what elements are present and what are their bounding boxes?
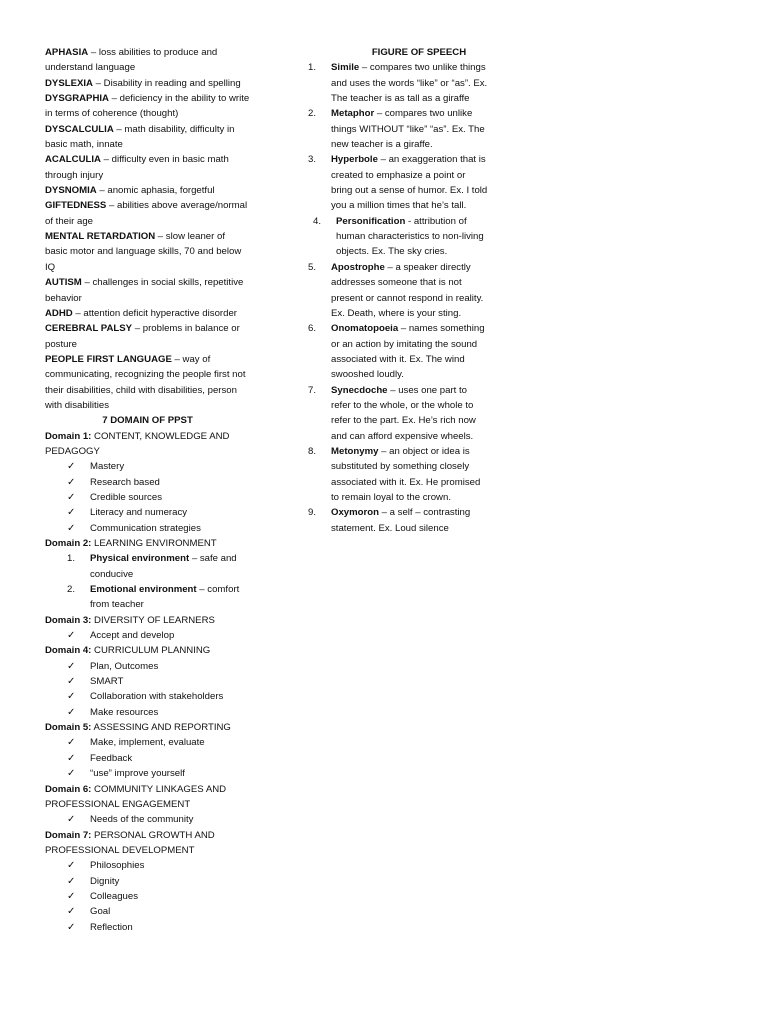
definition-item xyxy=(45,45,250,76)
definition-term: AUTISM xyxy=(45,277,82,289)
numbered-list xyxy=(45,551,250,612)
definition-item xyxy=(45,306,250,321)
figure-text: – compares two unlike things WITHOUT “like” “as”. Ex. The new teacher is a giraffe. xyxy=(331,108,485,151)
definition-term: ADHD xyxy=(45,307,73,319)
checklist-item xyxy=(45,874,250,889)
definition-term: DYSCALCULIA xyxy=(45,123,114,135)
checkmark-icon: ✓ xyxy=(67,461,76,473)
figure-of-speech-item xyxy=(308,106,488,152)
domain-heading xyxy=(45,720,250,735)
checklist-item xyxy=(45,475,250,490)
item-number: 3. xyxy=(308,154,317,166)
checklist-item-text: Feedback xyxy=(90,752,133,764)
checkmark-icon: ✓ xyxy=(67,630,76,642)
domain-heading xyxy=(45,613,250,628)
item-text: – comfort from teacher xyxy=(90,584,240,611)
definition-text: – anomic aphasia, forgetful xyxy=(96,185,215,197)
definition-text: – loss abilities to produce and understand language xyxy=(45,47,218,74)
checklist-item-text: Plan, Outcomes xyxy=(90,660,159,672)
definition-text: – deficiency in the ability to write in terms of coherence (thought) xyxy=(45,93,250,120)
domain-heading xyxy=(45,536,250,551)
definition-term: GIFTEDNESS xyxy=(45,200,107,212)
checklist-item-text: Needs of the community xyxy=(90,814,194,826)
item-text: – safe and conducive xyxy=(90,553,237,580)
figure-term: Onomatopoeia xyxy=(331,323,399,335)
checklist-item-text: Dignity xyxy=(90,875,120,887)
checkmark-icon: ✓ xyxy=(67,860,76,872)
definition-text: – attention deficit hyperactive disorder xyxy=(72,307,237,319)
checklist-item-text: Collaboration with stakeholders xyxy=(90,691,224,703)
checkmark-icon: ✓ xyxy=(67,875,76,887)
item-number: 7. xyxy=(308,384,317,396)
numbered-item xyxy=(45,551,250,582)
definition-text: – math disability, difficulty in basic math, innate xyxy=(45,123,235,151)
domain-heading xyxy=(45,828,250,859)
definition-text: – Disability in reading and spelling xyxy=(92,77,241,89)
definition-term: DYSGRAPHIA xyxy=(45,93,109,105)
figure-of-speech-item xyxy=(308,152,488,213)
definition-item xyxy=(45,76,250,91)
domains-list xyxy=(45,429,250,935)
definition-text: – abilities above average/normal of their age xyxy=(45,200,248,227)
figure-text: – a self – contrasting statement. Ex. Loud silence xyxy=(331,507,471,534)
checklist-item xyxy=(45,689,250,704)
checkmark-icon: ✓ xyxy=(67,691,76,703)
domain-title: LEARNING ENVIRONMENT xyxy=(91,538,217,549)
figure-of-speech-item xyxy=(308,505,488,536)
checklist-item xyxy=(45,674,250,689)
checklist-item-text: Accept and develop xyxy=(90,630,175,642)
checklist-item xyxy=(45,490,250,505)
item-number: 2. xyxy=(67,584,76,596)
definition-item xyxy=(45,229,250,275)
definition-item xyxy=(45,91,250,122)
checklist-item-text: Literacy and numeracy xyxy=(90,507,188,519)
checklist-item-text: SMART xyxy=(90,676,124,688)
figure-of-speech-item xyxy=(308,383,488,444)
checklist-item-text: Research based xyxy=(90,476,160,488)
checklist-item-text: Make, implement, evaluate xyxy=(90,737,205,749)
definition-item xyxy=(45,198,250,229)
figure-text: - attribution of human characteristics to non-living objects. Ex. The sky cries. xyxy=(336,215,484,258)
checklist-item xyxy=(45,889,250,904)
item-number: 9. xyxy=(308,507,317,519)
checklist-item-text: Philosophies xyxy=(90,860,145,872)
numbered-item xyxy=(45,582,250,613)
figure-term: Metaphor xyxy=(331,108,375,120)
definition-text: – challenges in social skills, repetitive behavior xyxy=(45,277,244,304)
figure-of-speech-heading: FIGURE OF SPEECH xyxy=(371,47,467,58)
figure-text: – names something or an action by imitating the sound associated with it. Ex. The wind swooshed loudly. xyxy=(331,323,485,381)
item-number: 1. xyxy=(308,62,317,74)
checkmark-icon: ✓ xyxy=(67,706,76,718)
figure-text: – compares two unlike things and uses the words “like” or “as”. Ex. The teacher is as tall as a giraffe xyxy=(331,62,488,105)
definition-term: APHASIA xyxy=(45,47,89,58)
checklist-item xyxy=(45,766,250,781)
checklist xyxy=(45,735,250,781)
domain-title: COMMUNITY LINKAGES AND PROFESSIONAL ENGAGEMENT xyxy=(45,783,227,810)
checklist-item xyxy=(45,920,250,935)
checkmark-icon: ✓ xyxy=(67,476,76,488)
checklist-item xyxy=(45,751,250,766)
figure-text: – an exaggeration that is created to emphasize a point or bring out a sense of humor. Ex. I told you a million times that he’s tall. xyxy=(331,154,488,212)
checklist-item-text: Mastery xyxy=(90,461,125,473)
definition-item xyxy=(45,183,250,198)
checkmark-icon: ✓ xyxy=(67,814,76,826)
definitions-list xyxy=(45,45,250,413)
item-term: Emotional environment xyxy=(90,584,197,596)
domain-title: ASSESSING AND REPORTING xyxy=(91,722,231,734)
figure-of-speech-item xyxy=(308,444,488,505)
right-column xyxy=(308,45,488,536)
domain-label: Domain 3: xyxy=(45,614,92,626)
item-term: Physical environment xyxy=(90,553,190,565)
domain-heading xyxy=(45,782,250,813)
checkmark-icon: ✓ xyxy=(67,522,76,534)
checklist-item-text: Goal xyxy=(90,906,111,918)
figure-term: Apostrophe xyxy=(331,261,385,273)
definition-term: PEOPLE FIRST LANGUAGE xyxy=(45,353,172,365)
checklist-item-text: Communication strategies xyxy=(90,522,201,534)
item-number: 5. xyxy=(308,261,317,273)
domain-label: Domain 7: xyxy=(45,829,92,841)
definition-term: MENTAL RETARDATION xyxy=(45,231,156,243)
checklist-item xyxy=(45,628,250,643)
definition-text: – way of communicating, recognizing the people first not their disabilities, child with disabilities, person with disabilities xyxy=(45,353,246,411)
figure-term: Hyperbole xyxy=(331,154,378,166)
figure-of-speech-item xyxy=(308,214,488,260)
checklist-item xyxy=(45,735,250,750)
item-number: 2. xyxy=(308,108,317,120)
definition-term: DYSLEXIA xyxy=(45,77,93,89)
checkmark-icon: ✓ xyxy=(67,921,76,933)
definition-text: – problems in balance or posture xyxy=(45,323,240,350)
figure-term: Metonymy xyxy=(331,445,379,457)
checklist-item-text: Make resources xyxy=(90,706,159,718)
figure-term: Simile xyxy=(331,62,360,74)
figure-of-speech-item xyxy=(308,260,488,321)
checkmark-icon: ✓ xyxy=(67,890,76,902)
domain-title: CURRICULUM PLANNING xyxy=(91,645,211,657)
checkmark-icon: ✓ xyxy=(67,676,76,688)
definition-term: DYSNOMIA xyxy=(45,185,97,197)
definition-item xyxy=(45,321,250,352)
left-column xyxy=(45,45,250,935)
item-number: 8. xyxy=(308,445,317,457)
domain-title: PERSONAL GROWTH AND PROFESSIONAL DEVELOPMENT xyxy=(45,829,215,856)
checklist-item xyxy=(45,904,250,919)
domain-title: DIVERSITY OF LEARNERS xyxy=(91,614,215,626)
checkmark-icon: ✓ xyxy=(67,737,76,749)
figure-of-speech-item xyxy=(308,60,488,106)
checklist-item xyxy=(45,459,250,474)
item-number: 4. xyxy=(313,215,322,227)
checklist-item-text: Colleagues xyxy=(90,890,139,902)
checklist xyxy=(45,812,250,827)
definition-term: ACALCULIA xyxy=(45,154,101,166)
checklist-item-text: “use” improve yourself xyxy=(90,768,185,780)
definition-item xyxy=(45,122,250,153)
definition-text: – difficulty even in basic math through injury xyxy=(45,154,229,181)
checklist-item xyxy=(45,659,250,674)
checkmark-icon: ✓ xyxy=(67,768,76,780)
checkmark-icon: ✓ xyxy=(67,660,76,672)
definition-item xyxy=(45,352,250,413)
figure-term: Synecdoche xyxy=(331,384,388,396)
domain-label: Domain 4: xyxy=(45,645,92,657)
ppst-heading: 7 DOMAIN OF PPST xyxy=(102,415,193,427)
definition-term: CEREBRAL PALSY xyxy=(45,323,133,335)
figure-of-speech-list xyxy=(308,60,488,536)
checklist xyxy=(45,659,250,720)
definition-item xyxy=(45,275,250,306)
checklist-item-text: Reflection xyxy=(90,921,133,933)
item-number: 6. xyxy=(308,323,317,335)
domain-heading xyxy=(45,429,250,460)
definition-text: – slow leaner of basic motor and language skills, 70 and below IQ xyxy=(45,231,242,273)
domain-label: Domain 2: xyxy=(45,538,92,549)
checklist-item xyxy=(45,858,250,873)
checkmark-icon: ✓ xyxy=(67,491,76,503)
checklist-item-text: Credible sources xyxy=(90,491,162,503)
domain-label: Domain 5: xyxy=(45,722,92,734)
checklist xyxy=(45,628,250,643)
checklist-item xyxy=(45,705,250,720)
definition-item xyxy=(45,152,250,183)
figure-term: Personification xyxy=(336,215,406,227)
figure-text: – uses one part to refer to the whole, or the whole to refer to the part. Ex. He’s rich now and can afford expensive wheels. xyxy=(331,384,476,442)
item-number: 1. xyxy=(67,553,76,565)
checklist-item xyxy=(45,505,250,520)
figure-text: – an object or idea is substituted by something closely associated with it. Ex. He promised to remain loyal to the crown. xyxy=(331,445,481,503)
figure-of-speech-item xyxy=(308,321,488,382)
checkmark-icon: ✓ xyxy=(67,507,76,519)
checkmark-icon: ✓ xyxy=(67,906,76,918)
checklist xyxy=(45,459,250,536)
checklist-item xyxy=(45,812,250,827)
checkmark-icon: ✓ xyxy=(67,752,76,764)
checklist-item xyxy=(45,521,250,536)
figure-text: – a speaker directly addresses someone that is not present or cannot respond in reality. Ex. Death, where is your sting. xyxy=(331,261,484,319)
domain-label: Domain 6: xyxy=(45,783,92,795)
domain-label: Domain 1: xyxy=(45,430,92,442)
checklist xyxy=(45,858,250,935)
figure-term: Oxymoron xyxy=(331,507,379,519)
domain-title: CONTENT, KNOWLEDGE AND PEDAGOGY xyxy=(45,430,230,457)
domain-heading xyxy=(45,643,250,658)
